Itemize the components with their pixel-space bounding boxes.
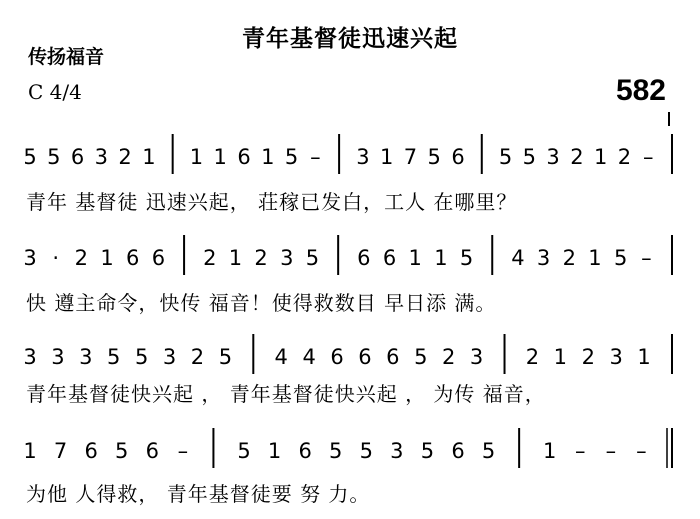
note: 2 bbox=[118, 145, 132, 169]
hymn-title: 青年基督徒迅速兴起 bbox=[242, 26, 458, 52]
note: 1 bbox=[543, 439, 557, 463]
note: 1 bbox=[100, 246, 114, 270]
note: 1 bbox=[23, 439, 37, 463]
sustain-dash: – bbox=[177, 439, 189, 463]
note: 6 bbox=[382, 246, 397, 270]
lyrics-line-1: 青年 基督徒 迅速兴起， 荘稼已发白，工人 在哪里？ bbox=[26, 190, 518, 214]
note: 6 bbox=[126, 246, 140, 270]
note: 1 bbox=[379, 145, 394, 169]
note: 2 bbox=[570, 145, 584, 169]
music-system-4 bbox=[0, 420, 700, 480]
note: 1 bbox=[228, 246, 243, 270]
note: 1 bbox=[588, 246, 602, 270]
note: 6 bbox=[330, 345, 344, 369]
note: 5 bbox=[107, 345, 121, 369]
note: 2 bbox=[442, 345, 456, 369]
note: 3 bbox=[280, 246, 294, 270]
note: 5 bbox=[459, 246, 474, 270]
note: 3 bbox=[23, 345, 37, 369]
note: 1 bbox=[213, 145, 227, 169]
note: 2 bbox=[190, 345, 205, 369]
hymn-category: 传扬福音 bbox=[28, 46, 105, 68]
note: 5 bbox=[414, 345, 428, 369]
sustain-dash: – bbox=[641, 246, 652, 270]
note: 5 bbox=[218, 345, 233, 369]
note: 7 bbox=[53, 439, 68, 463]
note: 3 bbox=[536, 246, 551, 270]
note: 7 bbox=[403, 145, 418, 169]
note: 5 bbox=[305, 246, 320, 270]
sustain-dash: – bbox=[642, 145, 654, 169]
note: 2 bbox=[525, 345, 540, 369]
sustain-dash: – bbox=[575, 439, 586, 463]
note: · bbox=[52, 246, 60, 270]
note: 2 bbox=[203, 246, 217, 270]
note: 1 bbox=[593, 145, 608, 169]
note: 5 bbox=[284, 145, 299, 169]
note: 2 bbox=[74, 246, 89, 270]
notes-row-4 bbox=[23, 428, 672, 468]
note: 6 bbox=[451, 439, 465, 463]
note: 6 bbox=[357, 246, 371, 270]
note: 5 bbox=[613, 246, 628, 270]
note: 5 bbox=[134, 345, 149, 369]
note: 1 bbox=[637, 345, 651, 369]
note: 5 bbox=[420, 439, 435, 463]
note: 1 bbox=[434, 246, 448, 270]
note: 2 bbox=[581, 345, 595, 369]
note: 6 bbox=[451, 145, 465, 169]
note: 5 bbox=[237, 439, 251, 463]
key-signature: C 4/4 bbox=[28, 80, 82, 104]
note: 1 bbox=[189, 145, 204, 169]
lyrics-line-2: 快 遵主命令，快传 福音！使得救数目 早日添 满。 bbox=[26, 291, 497, 315]
note: 1 bbox=[553, 345, 568, 369]
note: 6 bbox=[70, 145, 85, 169]
note: 2 bbox=[254, 246, 268, 270]
note: 4 bbox=[511, 246, 525, 270]
note: 6 bbox=[386, 345, 400, 369]
note: 6 bbox=[298, 439, 312, 463]
note: 6 bbox=[237, 145, 251, 169]
music-system-1 bbox=[0, 126, 700, 186]
notes-row-1 bbox=[23, 134, 672, 174]
note: 6 bbox=[358, 345, 372, 369]
note: 3 bbox=[23, 246, 37, 270]
note: 2 bbox=[617, 145, 632, 169]
sustain-dash: – bbox=[310, 145, 321, 169]
edge-mark bbox=[668, 112, 670, 126]
note: 1 bbox=[408, 246, 422, 270]
note: 6 bbox=[151, 246, 166, 270]
note: 2 bbox=[562, 246, 576, 270]
lyrics-line-4: 为他 人得救， 青年基督徒要 努 力。 bbox=[26, 482, 371, 506]
note: 3 bbox=[609, 345, 623, 369]
hymn-number: 582 bbox=[615, 74, 666, 107]
note: 5 bbox=[23, 145, 37, 169]
note: 4 bbox=[302, 345, 316, 369]
note: 4 bbox=[274, 345, 288, 369]
note: 5 bbox=[522, 145, 537, 169]
note: 5 bbox=[47, 145, 61, 169]
note: 6 bbox=[84, 439, 98, 463]
lyrics-line-3: 青年基督徒快兴起 ， 青年基督徒快兴起 ， 为传 福音， bbox=[26, 382, 546, 406]
note: 5 bbox=[481, 439, 496, 463]
note: 5 bbox=[329, 439, 343, 463]
music-system-3 bbox=[0, 326, 700, 386]
music-system-2 bbox=[0, 227, 700, 287]
note: 5 bbox=[115, 439, 129, 463]
note: 3 bbox=[469, 345, 484, 369]
note: 3 bbox=[162, 345, 177, 369]
note: 1 bbox=[142, 145, 156, 169]
notes-row-3 bbox=[23, 334, 672, 374]
notes-row-2 bbox=[23, 235, 672, 275]
note: 5 bbox=[427, 145, 441, 169]
note: 3 bbox=[94, 145, 109, 169]
note: 3 bbox=[356, 145, 370, 169]
note: 3 bbox=[546, 145, 560, 169]
note: 6 bbox=[145, 439, 159, 463]
note: 5 bbox=[359, 439, 373, 463]
note: 3 bbox=[390, 439, 404, 463]
note: 1 bbox=[267, 439, 282, 463]
sustain-dash: – bbox=[605, 439, 617, 463]
note: 3 bbox=[51, 345, 65, 369]
note: 5 bbox=[498, 145, 513, 169]
note: 1 bbox=[261, 145, 275, 169]
sustain-dash: – bbox=[636, 439, 647, 463]
note: 3 bbox=[79, 345, 93, 369]
